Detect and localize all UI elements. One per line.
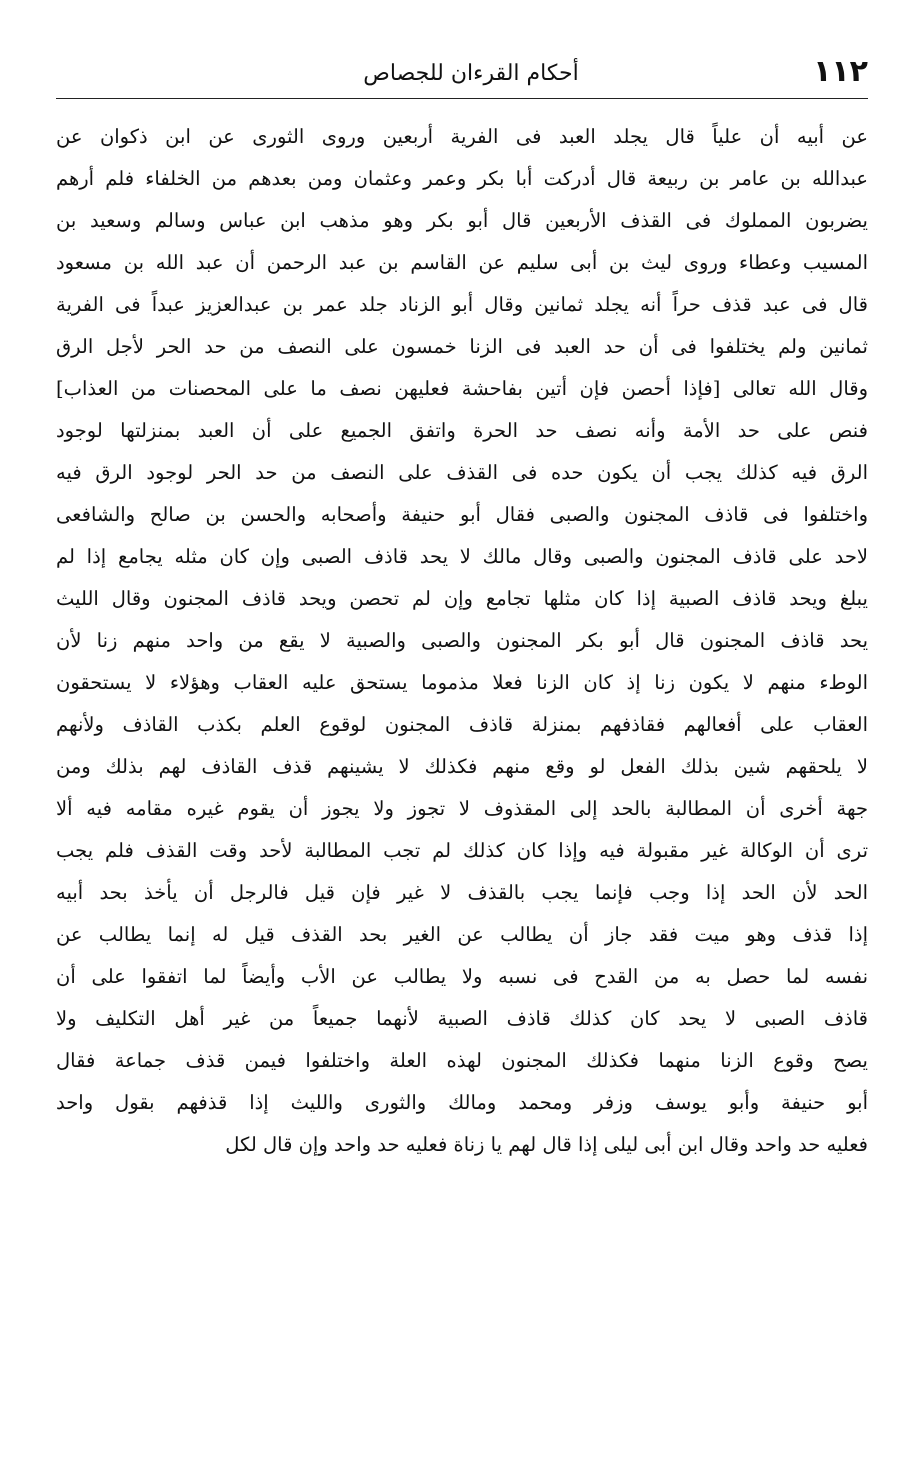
body-text <box>56 116 868 1166</box>
text-line: لا يلحقهم شين بذلك الفعل لو وقع منهم فكذلك لا يشينهم قذف القاذف لهم بذلك ومن <box>56 755 868 778</box>
text-line: الحد لأن الحد إذا وجب فإنما يجب بالقذف لا غير فإن قيل فالرجل أن يأخذ بحد أبيه <box>56 881 868 904</box>
text-line: إذا قذف وهو ميت فقد جاز أن يطالب عن الغير بحد القذف قيل له إنما يطالب عن <box>56 923 868 946</box>
page-header <box>56 50 868 98</box>
text-line: العقاب على أفعالهم فقاذفهم بمنزلة قاذف المجنون لوقوع العلم بكذب القاذف ولأنهم <box>56 713 868 736</box>
text-line: نفسه لما حصل به من القدح فى نسبه ولا يطالب عن الأب وأيضاً لما اتفقوا على أن <box>56 965 868 988</box>
text-line: أبو حنيفة وأبو يوسف وزفر ومحمد ومالك والثورى والليث إذا قذفهم بقول واحد <box>56 1091 868 1114</box>
text-line: عبدالله بن عامر بن ربيعة قال أدركت أبا بكر وعمر وعثمان ومن بعدهم من الخلفاء فلم أرهم <box>56 167 868 190</box>
text-line: لاحد على قاذف المجنون والصبى وقال مالك لا يحد قاذف الصبى وإن كان مثله يجامع إذا لم <box>56 545 868 568</box>
text-line: يضربون المملوك فى القذف الأربعين قال أبو بكر وهو مذهب ابن عباس وسالم وسعيد بن <box>56 209 868 232</box>
text-line: يصح وقوع الزنا منهما فكذلك المجنون لهذه العلة واختلفوا فيمن قذف جماعة فقال <box>56 1049 868 1072</box>
text-line: وقال الله تعالى [فإذا أحصن فإن أتين بفاحشة فعليهن نصف ما على المحصنات من العذاب] <box>56 377 868 400</box>
text-line: الرق فيه كذلك يجب أن يكون حده فى القذف على النصف من حد الحر لوجود الرق فيه <box>56 461 868 484</box>
text-line: عن أبيه أن علياً قال يجلد العبد فى الفرية أربعين وروى الثورى عن ابن ذكوان عن <box>56 125 868 148</box>
text-line: قال فى عبد قذف حراً أنه يجلد ثمانين وقال أبو الزناد جلد عمر بن عبدالعزيز عبداً فى الفرية <box>56 293 868 316</box>
text-line: المسيب وعطاء وروى ليث بن أبى سليم عن القاسم بن عبد الرحمن أن عبد الله بن مسعود <box>56 251 868 274</box>
header-rule <box>56 98 868 99</box>
text-line: الوطء منهم لا يكون زنا إذ كان الزنا فعلا مذموما يستحق عليه العقاب وهؤلاء لا يستحقون <box>56 671 868 694</box>
text-line: فعليه حد واحد وقال ابن أبى ليلى إذا قال لهم يا زناة فعليه حد واحد وإن قال لكل <box>225 1133 868 1156</box>
page-number: ١١٢ <box>813 54 868 89</box>
text-line: فنص على حد الأمة وأنه نصف حد الحرة واتفق الجميع على أن العبد بمنزلتها لوجود <box>56 419 868 442</box>
text-line: جهة أخرى أن المطالبة بالحد إلى المقذوف لا تجوز ولا يجوز أن يقوم غيره مقامه فيه ألا <box>56 797 868 820</box>
text-line: يحد قاذف المجنون قال أبو بكر المجنون والصبى والصبية لا يقع من واحد منهم زنا لأن <box>56 629 868 652</box>
text-line: ثمانين ولم يختلفوا فى أن حد العبد فى الزنا خمسون على النصف من حد الحر لأجل الرق <box>56 335 868 358</box>
text-line: قاذف الصبى لا يحد كان كذلك قاذف الصبية لأنهما جميعاً من غير أهل التكليف ولا <box>56 1007 868 1030</box>
text-line: ترى أن الوكالة غير مقبولة فيه وإذا كان كذلك لم تجب المطالبة لأحد وقت القذف فلم يجب <box>56 839 868 862</box>
text-line: يبلغ ويحد قاذف الصبية إذا كان مثلها تجامع وإن لم تحصن ويحد قاذف المجنون وقال الليث <box>56 587 868 610</box>
text-line: واختلفوا فى قاذف المجنون والصبى فقال أبو حنيفة وأصحابه والحسن بن صالح والشافعى <box>56 503 868 526</box>
running-title: أحكام القرءان للجصاص <box>363 61 579 86</box>
